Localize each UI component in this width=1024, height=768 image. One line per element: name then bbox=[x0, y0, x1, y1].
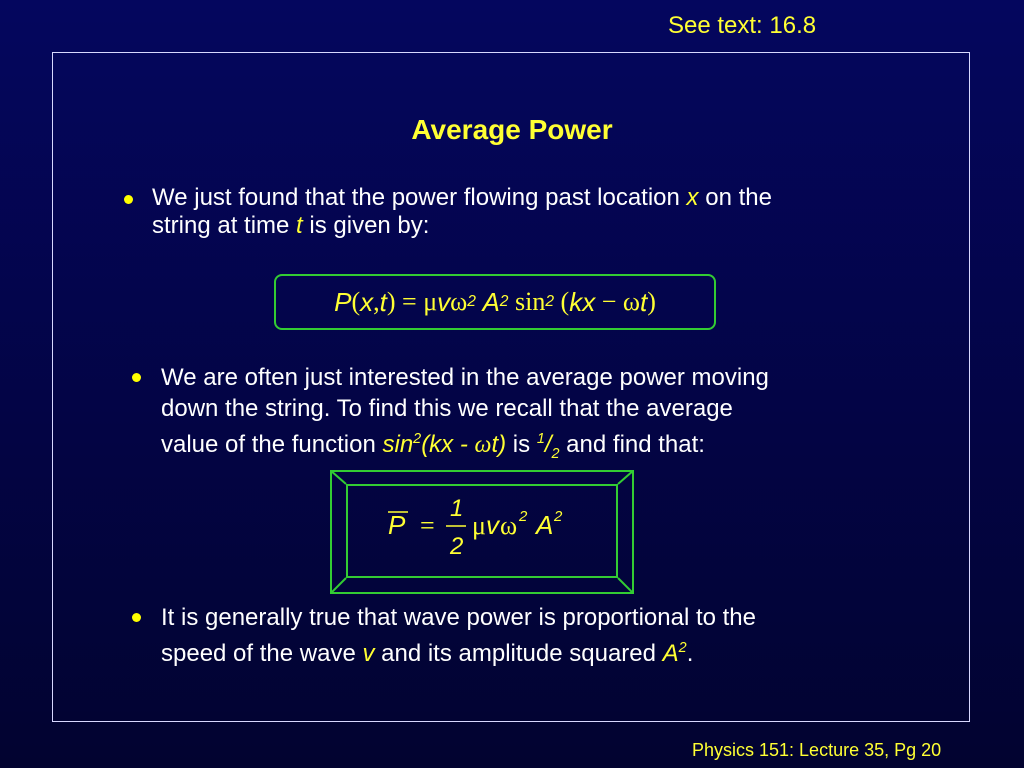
eq1-omega2: ω bbox=[622, 287, 640, 316]
fn-sup: 2 bbox=[413, 431, 422, 447]
see-text-reference: See text: 16.8 bbox=[668, 12, 817, 39]
bullet-2-end: and find that: bbox=[559, 431, 705, 458]
bullet-2-line3: value of the function bbox=[161, 431, 383, 458]
eq1-equals: = bbox=[402, 287, 417, 316]
eq1-sq3: 2 bbox=[545, 293, 555, 310]
eq1-mu: μ bbox=[423, 287, 438, 316]
bullet-3-line2-b: and its amplitude squared bbox=[374, 640, 663, 667]
bullet-2-line2: down the string. To find this we recall that the average bbox=[161, 395, 733, 422]
bullet-3-line1: It is generally true that wave power is proportional to the bbox=[161, 604, 756, 631]
eq1-kx: kx bbox=[569, 286, 596, 317]
fn-rest1: (kx - bbox=[421, 431, 475, 458]
bullet-2-line1: We are often just interested in the average power moving bbox=[161, 364, 769, 391]
half-num: 1 bbox=[536, 431, 545, 447]
eq1-sq2: 2 bbox=[499, 293, 509, 310]
eq1-paren2-open: ( bbox=[560, 287, 570, 316]
bullet-2-is: is bbox=[506, 431, 537, 458]
bullet-2 bbox=[161, 362, 769, 470]
var-v: v bbox=[362, 640, 375, 667]
eq1-P: P bbox=[334, 286, 352, 317]
var-t: t bbox=[296, 212, 303, 239]
var-A-sup: 2 bbox=[678, 640, 687, 656]
eq2-omega: ω bbox=[500, 511, 518, 540]
average-power-equation bbox=[384, 494, 594, 571]
eq1-x: x bbox=[360, 286, 374, 317]
eq1-comma: , bbox=[373, 287, 380, 316]
eq2-mu: μ bbox=[472, 511, 486, 540]
eq2-equals: = bbox=[420, 511, 435, 540]
eq1-A: A bbox=[482, 286, 500, 317]
bullet-1-text: We just found that the power flowing past location bbox=[152, 184, 687, 211]
eq1-omega: ω bbox=[450, 287, 468, 316]
average-power-formula-svg bbox=[384, 494, 594, 564]
bullet-1-text-b: on the bbox=[698, 184, 772, 211]
eq2-num: 1 bbox=[450, 495, 464, 522]
power-equation-box bbox=[274, 274, 716, 330]
bullet-3-end: . bbox=[686, 640, 694, 667]
fn-omega: ω bbox=[474, 432, 492, 458]
bullet-dot-3 bbox=[132, 613, 141, 622]
eq2-den: 2 bbox=[450, 533, 464, 560]
eq1-t2: t bbox=[639, 286, 648, 317]
bullet-dot-2 bbox=[132, 373, 141, 382]
eq1-paren2-close: ) bbox=[647, 287, 656, 316]
eq2-A: A bbox=[536, 510, 554, 540]
eq2-P: P bbox=[388, 510, 406, 540]
eq2-sq1: 2 bbox=[519, 508, 528, 525]
eq1-v: v bbox=[437, 286, 451, 317]
eq2-v: v bbox=[486, 510, 499, 540]
bullet-1-line2-b: is given by: bbox=[302, 212, 430, 239]
bullet-3 bbox=[161, 602, 756, 669]
eq1-sq1: 2 bbox=[467, 293, 476, 310]
fn-sin: sin bbox=[382, 431, 414, 458]
half-slash: / bbox=[544, 431, 552, 458]
bullet-1-line2: string at time bbox=[152, 212, 297, 239]
eq1-sin: sin bbox=[514, 287, 546, 316]
eq1-t: t bbox=[379, 286, 387, 317]
eq1-paren-open: ( bbox=[351, 287, 361, 316]
bullet-1 bbox=[152, 184, 772, 240]
eq1-paren-close: ) bbox=[386, 287, 396, 316]
slide-footer: Physics 151: Lecture 35, Pg 20 bbox=[692, 740, 942, 760]
var-A: A bbox=[662, 640, 679, 667]
var-x: x bbox=[686, 184, 699, 211]
fn-rest2: t) bbox=[491, 431, 507, 458]
bullet-3-line2: speed of the wave bbox=[161, 640, 363, 667]
eq1-minus: − bbox=[601, 287, 617, 316]
eq2-sq2: 2 bbox=[554, 508, 563, 525]
slide-title: Average Power bbox=[411, 114, 613, 145]
half-den: 2 bbox=[551, 445, 560, 462]
bullet-dot-1 bbox=[124, 195, 133, 204]
